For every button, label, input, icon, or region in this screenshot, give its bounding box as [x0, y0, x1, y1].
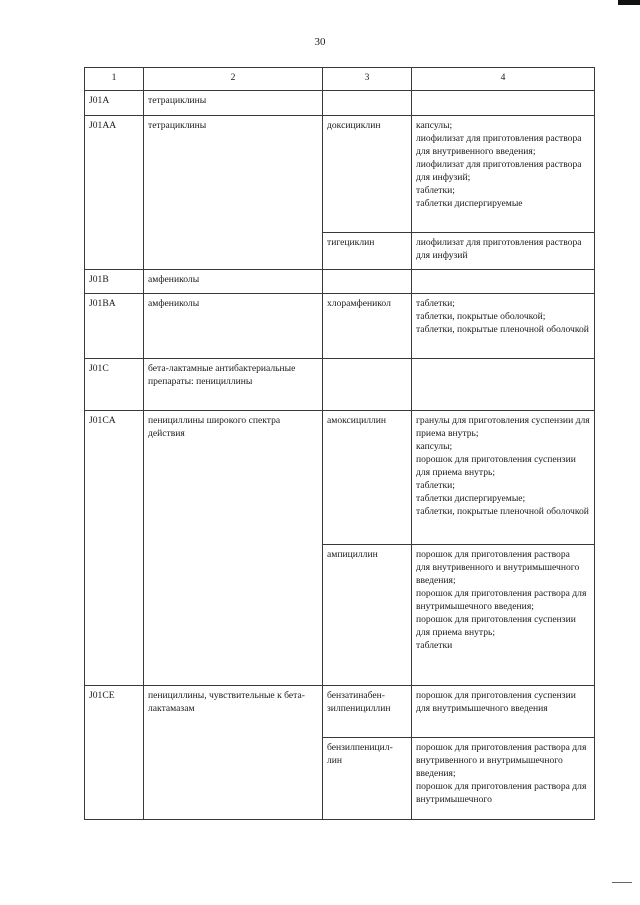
drug-name-cell: бензатинабен- зилпенициллин [323, 686, 412, 738]
dosage-forms-cell: гранулы для приготовления суспензии для приема внутрь; капсулы; порошок для приготовления суспензии для приема внутрь; таблетки; таблетки диспергируемые; таблетки, покрытые пленочной оболочкой [412, 411, 595, 545]
dosage-forms-cell: порошок для приготовления суспензии для внутримышечного введения [412, 686, 595, 738]
header-col-1: 1 [85, 68, 144, 91]
drug-name-cell: доксициклин [323, 116, 412, 233]
atc-code-cell: J01CE [85, 686, 144, 820]
atc-code-cell: J01AA [85, 116, 144, 270]
dosage-forms-cell [412, 270, 595, 294]
dosage-forms-cell: лиофилизат для приготовления раствора для инфузий [412, 233, 595, 270]
group-cell: тетрациклины [144, 91, 323, 116]
drug-name-cell: бензилпеницил- лин [323, 738, 412, 820]
group-cell: пенициллины широкого спектра действия [144, 411, 323, 686]
header-col-2: 2 [144, 68, 323, 91]
table-row [85, 359, 595, 411]
atc-code-cell: J01CA [85, 411, 144, 686]
group-cell: амфениколы [144, 294, 323, 359]
page-number: 30 [314, 36, 326, 48]
dosage-forms-cell: капсулы; лиофилизат для приготовления раствора для внутривенного введения; лиофилизат для приготовления раствора для инфузий; таблетки; таблетки диспергируемые [412, 116, 595, 233]
atc-code-cell: J01B [85, 270, 144, 294]
drug-name-cell [323, 270, 412, 294]
scan-corner-mark [618, 0, 640, 5]
group-cell: тетрациклины [144, 116, 323, 270]
drug-name-cell: хлорамфеникол [323, 294, 412, 359]
drug-name-cell [323, 91, 412, 116]
group-cell: пенициллины, чувствительные к бета-лактамазам [144, 686, 323, 820]
dosage-forms-cell [412, 359, 595, 411]
table-row [85, 91, 595, 116]
dosage-forms-cell: таблетки; таблетки, покрытые оболочкой; таблетки, покрытые пленочной оболочкой [412, 294, 595, 359]
atc-code-cell: J01A [85, 91, 144, 116]
table-row [85, 411, 595, 545]
scan-edge-mark [612, 882, 632, 883]
table-row [85, 686, 595, 738]
atc-code-cell: J01BA [85, 294, 144, 359]
drug-name-cell: тигециклин [323, 233, 412, 270]
header-col-4: 4 [412, 68, 595, 91]
atc-code-cell: J01C [85, 359, 144, 411]
drug-name-cell: амоксициллин [323, 411, 412, 545]
header-col-3: 3 [323, 68, 412, 91]
drug-classification-table [84, 67, 595, 820]
dosage-forms-cell: порошок для приготовления раствора для внутривенного и внутримышечного введения; порошок для приготовления раствора для внутримышечного введения; порошок для приготовления суспензии для приема внутрь; таблетки [412, 545, 595, 686]
drug-name-cell: ампициллин [323, 545, 412, 686]
dosage-forms-cell: порошок для приготовления раствора для внутривенного и внутримышечного введения; порошок для приготовления раствора для внутримышечного [412, 738, 595, 820]
group-cell: бета-лактамные антибактериальные препараты: пенициллины [144, 359, 323, 411]
table-header-row [85, 68, 595, 91]
group-cell: амфениколы [144, 270, 323, 294]
dosage-forms-cell [412, 91, 595, 116]
table-row [85, 270, 595, 294]
table-row [85, 294, 595, 359]
drug-name-cell [323, 359, 412, 411]
table-row [85, 116, 595, 233]
